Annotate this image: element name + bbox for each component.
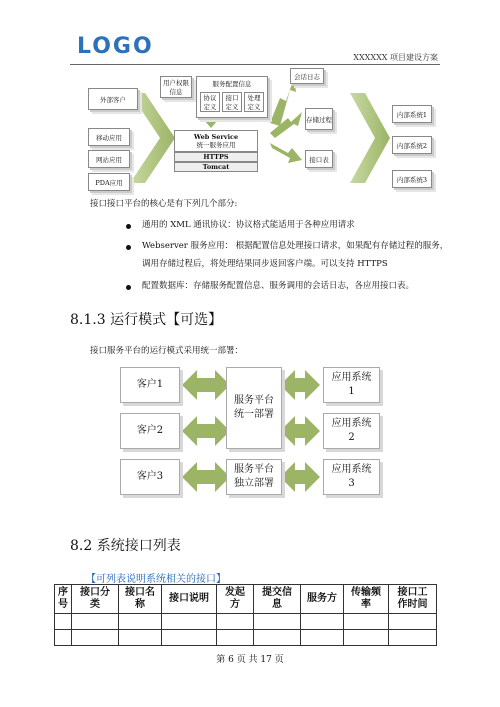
pda-app-box: PDA应用 [88,173,130,191]
logo: LOGO [77,34,154,59]
tomcat-box: Tomcat [174,162,258,172]
double-arrow [280,416,320,446]
user-permission-box: 用户权限信息 [160,76,192,98]
website-app-box: 网站应用 [88,150,130,168]
header-submitted-info: 提交信 息 [254,585,301,614]
web-service-subtitle: 统一服务应用 [196,141,236,149]
section-heading-8-2: 8.2 系统接口列表 [70,538,181,554]
header-category: 接口分 类 [72,585,119,614]
arrow-to-interface-table [270,143,302,163]
bullet-3-text: 配置数据库：存储服务配置信息、服务调用的会话日志，各应用接口表。 [142,281,415,291]
interface-table-box: 接口表 [305,150,333,168]
client-3-box: 客户3 [120,459,180,495]
app-system-3-box [323,459,380,495]
web-service-box [174,130,258,152]
double-arrow [280,462,320,492]
run-mode-text: 接口服务平台的运行模式采用统一部署： [90,346,244,356]
external-client-box: 外部客户 [88,88,138,110]
process-def-box: 处理定义 [244,92,264,112]
table-caption: 【可列表说明系统相关的接口】 [86,574,226,585]
platform-unified-line1: 服务平台 [234,395,274,406]
https-box: HTTPS [174,152,258,162]
app-system-1-number: 1 [348,386,355,397]
arrow-to-session-log [270,78,296,126]
client-2-box: 客户2 [120,413,180,449]
double-arrow [182,462,230,492]
header-divider [70,64,440,65]
header-initiator: 发起 方 [217,585,254,614]
document-header-title: XXXXXX 项目建设方案 [353,53,438,62]
header-index: 序 号 [55,585,72,614]
table-header-row [55,585,437,614]
double-arrow [182,370,230,400]
bullet-dot [126,285,131,290]
client-1-box: 客户1 [120,367,180,403]
header-description: 接口说明 [162,585,217,614]
bullet-dot [126,224,131,229]
web-service-title: Web Service [193,133,239,141]
internal-system-3-box: 内部系统3 [392,170,432,188]
section-heading-8-1-3: 8.1.3 运行模式【可选】 [70,312,223,328]
intro-text: 接口接口平台的核心是有下列几个部分: [90,199,238,209]
bullet-2-text-cont: 调用存储过程后，将处理结果同步返回客户端。可以支持 HTTPS [142,259,388,269]
platform-unified-box [226,367,282,449]
app-system-1-box [323,367,380,403]
chevron-arrow-right [350,93,390,183]
platform-independent-line1: 服务平台 [234,464,274,475]
header-service-provider: 服务方 [301,585,344,614]
header-frequency: 传输频 率 [344,585,389,614]
service-config-label: 服务配置信息 [212,80,252,88]
bullet-2-text: Webserver 服务应用： 根据配置信息处理接口请求，如果配有存储过程的服务， [142,241,449,251]
table-row [55,614,437,630]
double-arrow [280,370,320,400]
session-log-box: 会话日志 [290,68,324,84]
bullet-dot [126,245,131,250]
app-system-2-box [323,413,380,449]
internal-system-1-box: 内部系统1 [392,105,432,123]
app-system-3-number: 3 [348,478,355,489]
protocol-def-box: 协议定义 [200,92,220,112]
page-footer: 第 6 页 共 17 页 [216,655,284,665]
app-system-2-label: 应用系统 [331,418,372,429]
platform-independent-box [226,459,282,495]
table-row [55,630,437,646]
app-system-1-label: 应用系统 [331,372,372,383]
header-name: 接口名 称 [119,585,162,614]
interface-table [54,584,437,646]
platform-unified-line2: 统一部署 [234,409,274,420]
bullet-1-text: 通用的 XML 通讯协议：协议格式能适用于各种应用请求 [142,220,355,230]
platform-independent-line2: 独立部署 [234,478,274,489]
double-arrow [182,416,230,446]
mobile-app-box: 移动应用 [88,128,130,146]
stored-procedure-box: 存储过程 [305,108,333,130]
app-system-2-number: 2 [348,432,355,443]
interface-def-box: 接口定义 [222,92,242,112]
header-working-time: 接口工 作时间 [389,585,437,614]
internal-system-2-box: 内部系统2 [392,136,432,154]
app-system-3-label: 应用系统 [331,464,372,475]
